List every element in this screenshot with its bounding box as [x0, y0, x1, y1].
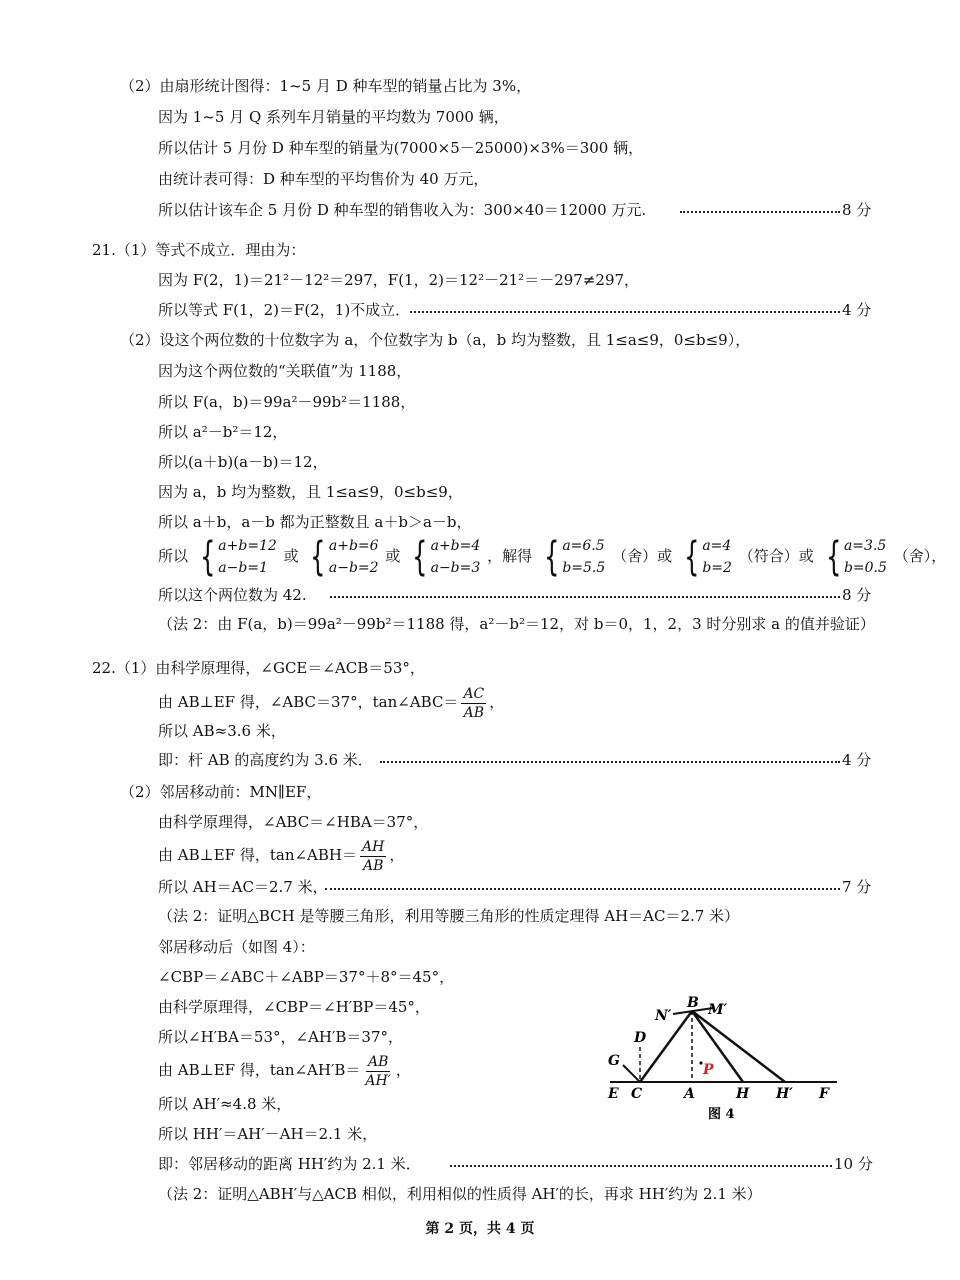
q21-part2-line-1: （2）设这个两位数的十位数字为 a，个位数字为 b（a，b 均为整数，且 1≤a≤9，0≤b≤9），	[120, 331, 751, 349]
sys2-row-2: a−b=2	[328, 560, 379, 576]
q20-line-1: （2）由扇形统计图得：1~5 月 D 种车型的销量占比为 3%，	[120, 77, 532, 95]
q21-part2-line-4: 所以 a²－b²＝12，	[158, 423, 288, 441]
sol1-row-2: b=5.5	[562, 560, 606, 576]
q22-score-2: 7 分	[842, 878, 872, 896]
q22-part2-line-6: 邻居移动后（如图 4）：	[158, 938, 315, 956]
solve-text: ，解得	[487, 547, 533, 565]
q20-score: 8 分	[842, 201, 872, 219]
label-c: C	[631, 1086, 643, 1102]
sys2-row-1: a+b=6	[328, 538, 379, 554]
q22-part2-line-12: 所以 HH′＝AH′－AH＝2.1 米，	[158, 1125, 378, 1143]
fraction-numerator: AH	[362, 838, 385, 855]
q22-line-3: 所以 AB≈3.6 米，	[158, 722, 286, 740]
q22-score-1: 4 分	[842, 751, 872, 769]
q22-score-3: 10 分	[834, 1155, 873, 1173]
q20-line-2: 因为 1~5 月 Q 系列车月销量的平均数为 7000 辆，	[158, 108, 509, 126]
fraction-ac-ab	[461, 685, 486, 722]
q20-line-3: 所以估计 5 月份 D 种车型的销量为(7000×5－25000)×3%＝300 辆，	[158, 139, 644, 157]
sys3-row-2: a−b=3	[430, 560, 481, 576]
sol2-row-2: b=2	[702, 560, 732, 576]
q21-score-1: 4 分	[842, 301, 872, 319]
sol3-row-1: a=3.5	[843, 538, 887, 554]
q20-line-5: 所以估计该车企 5 月份 D 种车型的销售收入为：300×40＝12000 万元.	[158, 201, 647, 219]
sol1-note: （舍）或	[612, 547, 673, 565]
q21-part2-line-2: 因为这个两位数的“关联值”为 1188，	[158, 362, 412, 380]
q22-part2-line-11: 所以 AH′≈4.8 米，	[158, 1095, 292, 1113]
q21-part2-line-6: 因为 a，b 均为整数，且 1≤a≤9，0≤b≤9，	[158, 483, 463, 501]
q22-part2-line-13: 即：邻居移动的距离 HH′约为 2.1 米．	[158, 1155, 421, 1173]
q22-part2-line-3	[158, 835, 404, 875]
sys-prefix: 所以	[158, 547, 189, 565]
q22-part2-line-3-b: ，	[389, 846, 405, 864]
sys1-row-2: a−b=1	[218, 560, 268, 576]
figure-4-diagram	[595, 992, 855, 1132]
fraction-denominator: AH′	[365, 1072, 391, 1089]
q22-part2-line-3-a: 由 AB⊥EF 得，tan∠ABH＝	[158, 846, 357, 864]
or-2: 或	[385, 547, 401, 565]
equation-system-2: { a+b=6 a−b=2	[310, 534, 379, 580]
label-h-prime: H′	[776, 1086, 793, 1102]
fraction-numerator: AB	[367, 1053, 389, 1070]
q21-systems-line	[158, 534, 946, 579]
q21-line-2: 因为 F(2，1)＝21²－12²＝297，F(1，2)＝12²－21²＝－297≠297，	[158, 271, 640, 289]
fraction-numerator: AC	[463, 685, 485, 702]
sol2-note: （符合）或	[738, 547, 814, 565]
sys3-row-1: a+b=4	[430, 538, 481, 554]
fraction-ah-ab	[360, 838, 386, 875]
q22-line-1: 22.（1）由科学原理得，∠GCE＝∠ACB＝53°，	[92, 659, 425, 677]
solution-1: { a=6.5 b=5.5	[543, 534, 606, 580]
label-d: D	[634, 1030, 647, 1046]
label-e: E	[608, 1086, 619, 1102]
q22-part2-line-10-b: ，	[395, 1061, 411, 1079]
or-1: 或	[283, 547, 299, 565]
q21-line-1: 21.（1）等式不成立．理由为：	[92, 241, 306, 259]
label-n-prime: N′	[655, 1008, 672, 1024]
fraction-denominator: AB	[463, 704, 485, 721]
label-g: G	[608, 1053, 620, 1069]
q20-line-4: 由统计表可得：D 种车型的平均售价为 40 万元，	[158, 170, 489, 188]
q22-line-2-a: 由 AB⊥EF 得，∠ABC＝37°，tan∠ABC＝	[158, 693, 459, 711]
q21-line-3: 所以等式 F(1，2)＝F(2，1)不成立．	[158, 301, 411, 319]
ray-b-h	[692, 1011, 743, 1082]
label-f: F	[819, 1086, 829, 1102]
label-m-prime: M′	[708, 1002, 728, 1018]
q22-part2-line-9: 所以∠H′BA＝53°，∠AH′B＝37°，	[158, 1028, 403, 1046]
q22-method-2b: （法 2：证明△ABH′与△ACB 相似，利用相似的性质得 AH′的长，再求 HH′约为 2.1 米）	[158, 1185, 762, 1203]
score-leader-dots	[450, 1155, 832, 1167]
q22-line-2-b: ，	[489, 693, 505, 711]
fraction-ab-ah-prime	[363, 1053, 393, 1090]
sol3-row-2: b=0.5	[843, 560, 887, 576]
q22-part2-line-1: （2）邻居移动前：MN∥EF，	[120, 783, 322, 801]
equation-system-1: { a+b=12 a−b=1	[199, 534, 277, 580]
sol2-row-1: a=4	[702, 538, 732, 554]
equation-system-3: { a+b=4 a−b=3	[412, 534, 481, 580]
sol1-row-1: a=6.5	[562, 538, 605, 554]
score-leader-dots	[330, 586, 840, 598]
q22-part2-line-7: ∠CBP＝∠ABC＋∠ABP＝37°＋8°＝45°，	[158, 968, 455, 986]
q22-method-2a: （法 2：证明△BCH 是等腰三角形，利用等腰三角形的性质定理得 AH＝AC＝2.7 米）	[158, 907, 740, 925]
q21-part2-line-3: 所以 F(a，b)＝99a²－99b²＝1188，	[158, 393, 416, 411]
line-cg	[623, 1065, 640, 1082]
solution-2: { a=4 b=2	[683, 534, 732, 580]
score-leader-dots	[410, 301, 840, 313]
q22-part2-line-10	[158, 1050, 411, 1090]
q21-method-2: （法 2：由 F(a，b)＝99a²－99b²＝1188 得，a²－b²＝12，对 b＝0，1，2，3 时分别求 a 的值并验证）	[158, 615, 875, 633]
q22-line-4: 即：杆 AB 的高度约为 3.6 米．	[158, 751, 373, 769]
q21-part2-line-7: 所以 a＋b，a－b 都为正整数且 a＋b＞a－b，	[158, 513, 472, 531]
q22-part2-line-4: 所以 AH＝AC＝2.7 米，	[158, 878, 328, 896]
solution-3: { a=3.5 b=0.5	[825, 534, 887, 580]
q22-part2-line-8: 由科学原理得，∠CBP＝∠H′BP＝45°，	[158, 998, 430, 1016]
label-h: H	[736, 1086, 750, 1102]
q22-part2-line-10-a: 由 AB⊥EF 得，tan∠AH′B＝	[158, 1061, 361, 1079]
label-b: B	[687, 995, 699, 1011]
q21-score-2: 8 分	[842, 586, 872, 604]
label-p: P	[703, 1062, 714, 1078]
q21-part2-line-9: 所以这个两位数为 42.	[158, 586, 307, 604]
fraction-denominator: AB	[362, 857, 384, 874]
score-leader-dots	[380, 751, 840, 763]
q22-line-2	[158, 682, 504, 722]
figure-caption: 图 4	[708, 1107, 735, 1122]
score-leader-dots	[325, 878, 840, 890]
score-leader-dots	[680, 201, 840, 213]
label-a: A	[684, 1086, 695, 1102]
q21-part2-line-5: 所以(a＋b)(a－b)＝12，	[158, 453, 328, 471]
page-footer: 第 2 页，共 4 页	[425, 1221, 535, 1237]
sys1-row-1: a+b=12	[218, 538, 277, 554]
sol3-note: （舍），	[893, 547, 947, 565]
q22-part2-line-2: 由科学原理得，∠ABC＝∠HBA＝37°，	[158, 813, 429, 831]
